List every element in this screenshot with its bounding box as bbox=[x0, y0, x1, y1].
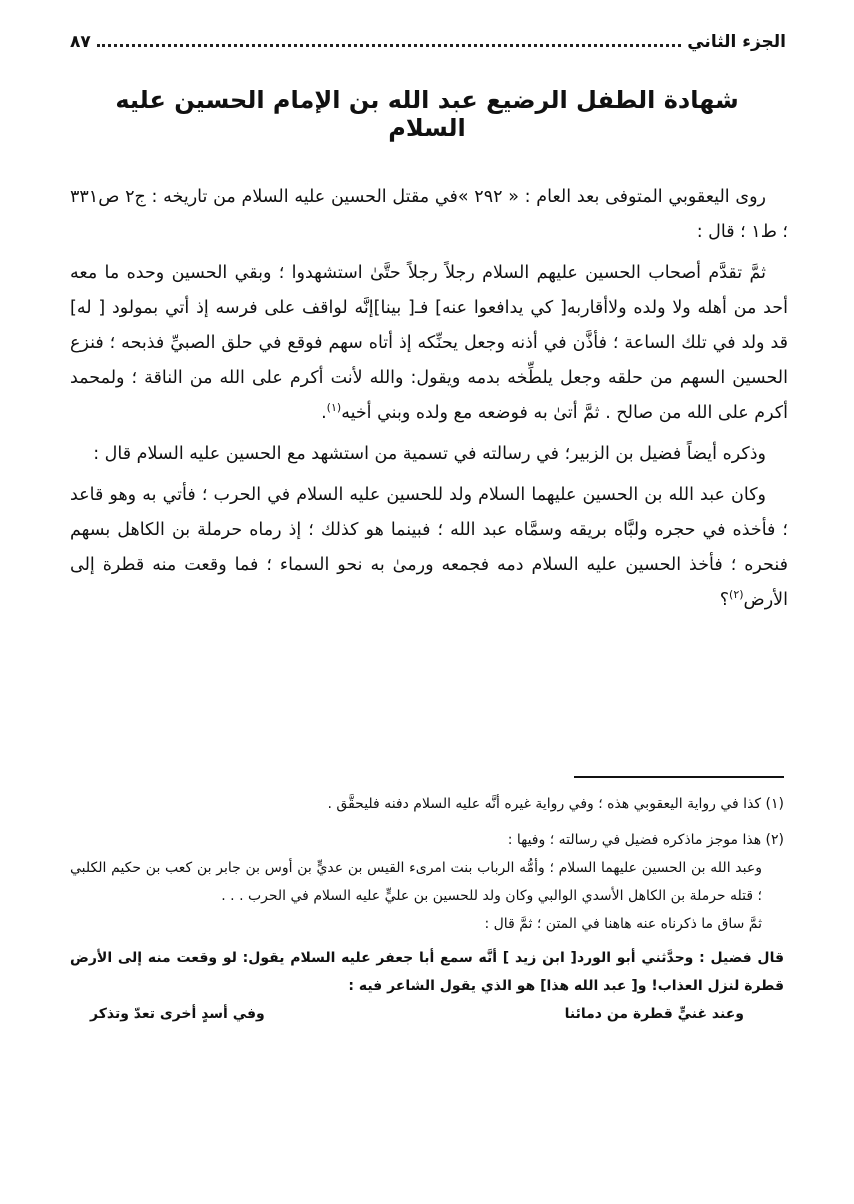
footnote-2 bbox=[70, 826, 784, 1028]
running-header bbox=[70, 30, 786, 60]
chapter-title: شهادة الطفل الرضيع عبد الله بن الإمام الحسين عليه السلام bbox=[115, 86, 739, 142]
footnote-1: (١) كذا في رواية اليعقوبي هذه ؛ وفي رواية غيره أنَّه عليه السلام دفنه فليحقَّق . bbox=[327, 796, 784, 812]
footnote-2-then: ثمَّ ساق ما ذكرناه عنه هاهنا في المتن ؛ ثمَّ قال : bbox=[484, 916, 762, 932]
leader-dots bbox=[97, 30, 681, 47]
footnotes bbox=[70, 790, 784, 1036]
running-header-part: الجزء الثاني bbox=[687, 32, 786, 52]
footnote-separator bbox=[574, 776, 784, 778]
paragraph: ثمَّ تقدَّم أصحاب الحسين عليهم السلام رجلاً رجلاً حتَّىٰ استشهدوا ؛ وبقي الحسين وحده ما معه أحد من أهله ولا ولده ولاأقاربه[ كي يدافعوا عنه] فـ[ بينا]إنَّه لواقف على فرسه إذ أتي بمولود [ له] قد ولد في تلك الساعة ؛ فأذَّن في أذنه وجعل يحنِّكه إذ أتاه سهم فوقع في حلق الصبيِّ فذبحه ؛ فنزع الحسين السهم من حلقه وجعل يلطِّخه بدمه ويقول: والله لأنت أكرم على الله من الناقة ؛ ولمحمد أكرم على الله من صالح . ثمَّ أتىٰ به فوضعه مع ولده وبني أخيه$^{(١)}$. bbox=[70, 263, 788, 423]
paragraph: وكان عبد الله بن الحسين عليهما السلام ولد للحسين عليه السلام في الحرب ؛ فأتي به وهو قاعد ؛ فأخذه في حجره ولبَّاه بريقه وسمَّاه عبد الله ؛ فبينما هو كذلك ؛ إذ رماه حرملة بن الكاهل بسهم فنحره ؛ فأخذ الحسين عليه السلام دمه فجمعه ورمىٰ به نحو السماء ؛ فما وقعت منه قطرة إلى الأرض$^{(٢)}$؟ bbox=[70, 485, 788, 610]
page-number: ٨٧ bbox=[70, 32, 91, 52]
main-text bbox=[70, 180, 788, 624]
verse bbox=[90, 1000, 744, 1028]
footnote-ref: (٢) bbox=[729, 588, 744, 602]
footnote-2-body: وعبد الله بن الحسين عليهما السلام ؛ وأمُّه الرباب بنت امرىء القيس بن عديٍّ بن أوس بن جابر بن كعب بن حكيم الكلبي ؛ قتله حرملة بن الكاهل الأسدي الوالبي وكان ولد للحسين بن عليٍّ عليه السلام في الحرب . . . bbox=[70, 860, 762, 904]
footnote-ref: (١) bbox=[326, 401, 342, 415]
verse-first-hemistich: وعند غنيٍّ قطرة من دمائنا bbox=[564, 1006, 744, 1022]
footnote-2-intro: (٢) هذا موجز ماذكره فضيل في رسالته ؛ وفيها : bbox=[507, 832, 784, 848]
paragraph: وذكره أيضاً فضيل بن الزبير؛ في رسالته في تسمية من استشهد مع الحسين عليه السلام قال : bbox=[93, 444, 766, 464]
footnote-2-quote: قال فضيل : وحدَّثني أبو الورد[ ابن زيد ] أنَّه سمع أبا جعفر عليه السلام يقول: لو وقعت منه إلى الأرض قطرة لنزل العذاب! و[ عبد الله هذا] هو الذي يقول الشاعر فيه : bbox=[70, 950, 784, 994]
verse-second-hemistich: وفي أسدٍ أخرى تعدّ وتذكر bbox=[90, 1006, 265, 1022]
paragraph: روى اليعقوبي المتوفى بعد العام : « ٢٩٢ »في مقتل الحسين عليه السلام من تاريخه : ج٢ ص٣٣١ ؛ ط١ ؛ قال : bbox=[70, 187, 788, 242]
